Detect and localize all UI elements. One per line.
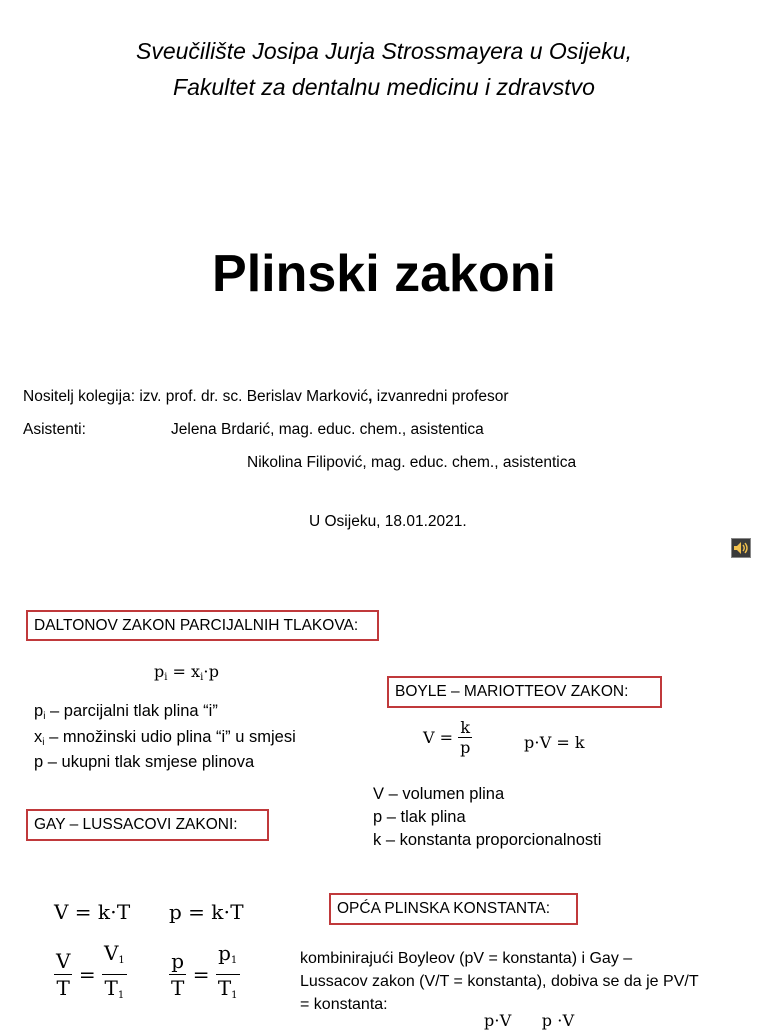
eq-denominator: $T_1$ [104, 976, 125, 1001]
gas-constant-heading: OPĆA PLINSKA KONSTANTA: [329, 893, 578, 925]
eq-symbol: p [154, 662, 165, 681]
eq-fraction [216, 940, 240, 1009]
eq-numerator: V [56, 949, 71, 973]
lecturer-label: Nositelj kolegija: [23, 388, 135, 405]
faculty-name: Fakultet za dentalnu medicinu i zdravstvo [173, 74, 595, 100]
lecturer-title: izvanredni profesor [372, 388, 509, 405]
boyle-heading: BOYLE – MARIOTTEOV ZAKON: [387, 676, 662, 708]
eq-denominator: $T_1$ [217, 976, 238, 1001]
eq-numerator: p [169, 948, 186, 975]
eq-denominator: T [171, 976, 185, 1000]
eq-operator: = [78, 962, 96, 987]
assistant-2: Nikolina Filipović, mag. educ. chem., asistentica [247, 454, 577, 471]
gay-equation-2: p = k⋅T [169, 900, 244, 924]
dalton-equation [154, 662, 219, 683]
gas-constant-equation: p⋅V p ⋅V [484, 1011, 575, 1030]
eq-operator: = x [167, 662, 201, 681]
eq-operator: = [192, 962, 210, 987]
gay-equation-1: V = k⋅T [54, 900, 131, 924]
eq-subscript: i [164, 672, 168, 683]
dalton-legend-2 [34, 728, 296, 748]
boyle-equation-1 [423, 718, 472, 757]
legend-subscript: i [42, 737, 45, 748]
eq-numerator: $p_1$ [216, 940, 240, 975]
legend-symbol: p [34, 702, 44, 720]
eq-numerator: k [458, 718, 472, 738]
eq-denominator: p [460, 738, 471, 757]
lecturer-comma: , [368, 388, 373, 405]
legend-symbol: x [34, 728, 43, 746]
eq-operator: ⋅p [203, 662, 219, 681]
legend-text: – parcijalni tlak plina “i” [45, 702, 218, 720]
dalton-heading: DALTONOV ZAKON PARCIJALNIH TLAKOVA: [26, 610, 379, 641]
boyle-equation-2: p⋅V = k [524, 733, 585, 752]
dalton-legend-3: p – ukupni tlak smjese plinova [34, 753, 255, 771]
eq-denominator: T [56, 976, 70, 1000]
dalton-legend-1 [34, 702, 218, 722]
gas-constant-paragraph: kombinirajući Boyleov (pV = konstanta) i Gay – Lussacov zakon (V/T = konstanta), dobiva se da je PV/T = konstanta: [300, 950, 699, 1013]
date-place: U Osijeku, 18.01.2021. [309, 513, 467, 530]
assistant-1: Jelena Brdarić, mag. educ. chem., asistentica [171, 421, 484, 438]
eq-fraction [458, 718, 472, 757]
speaker-icon[interactable] [731, 538, 751, 558]
eq-subscript: i [200, 672, 204, 683]
legend-text: – množinski udio plina “i” u smjesi [44, 728, 296, 746]
boyle-legend-2: p – tlak plina [373, 808, 466, 826]
gay-ratio-2 [169, 940, 240, 1009]
legend-subscript: i [43, 711, 46, 722]
boyle-legend-3: k – konstanta proporcionalnosti [373, 831, 602, 849]
page-title: Plinski zakoni [212, 245, 556, 303]
university-name: Sveučilište Josipa Jurja Strossmayera u Osijeku, [136, 38, 632, 64]
eq-fraction [169, 948, 186, 1001]
eq-fraction [54, 948, 72, 1001]
lecturer-line [23, 388, 509, 406]
eq-numerator: $V_1$ [102, 940, 127, 975]
assistants-label: Asistenti: [23, 421, 86, 438]
lecturer-name: izv. prof. dr. sc. Berislav Marković [139, 388, 369, 405]
boyle-legend-1: V – volumen plina [373, 785, 505, 803]
eq-lhs: V = [423, 728, 454, 747]
gay-ratio-1 [54, 940, 127, 1009]
eq-fraction [102, 940, 127, 1009]
gay-lussac-heading: GAY – LUSSACOVI ZAKONI: [26, 809, 269, 841]
